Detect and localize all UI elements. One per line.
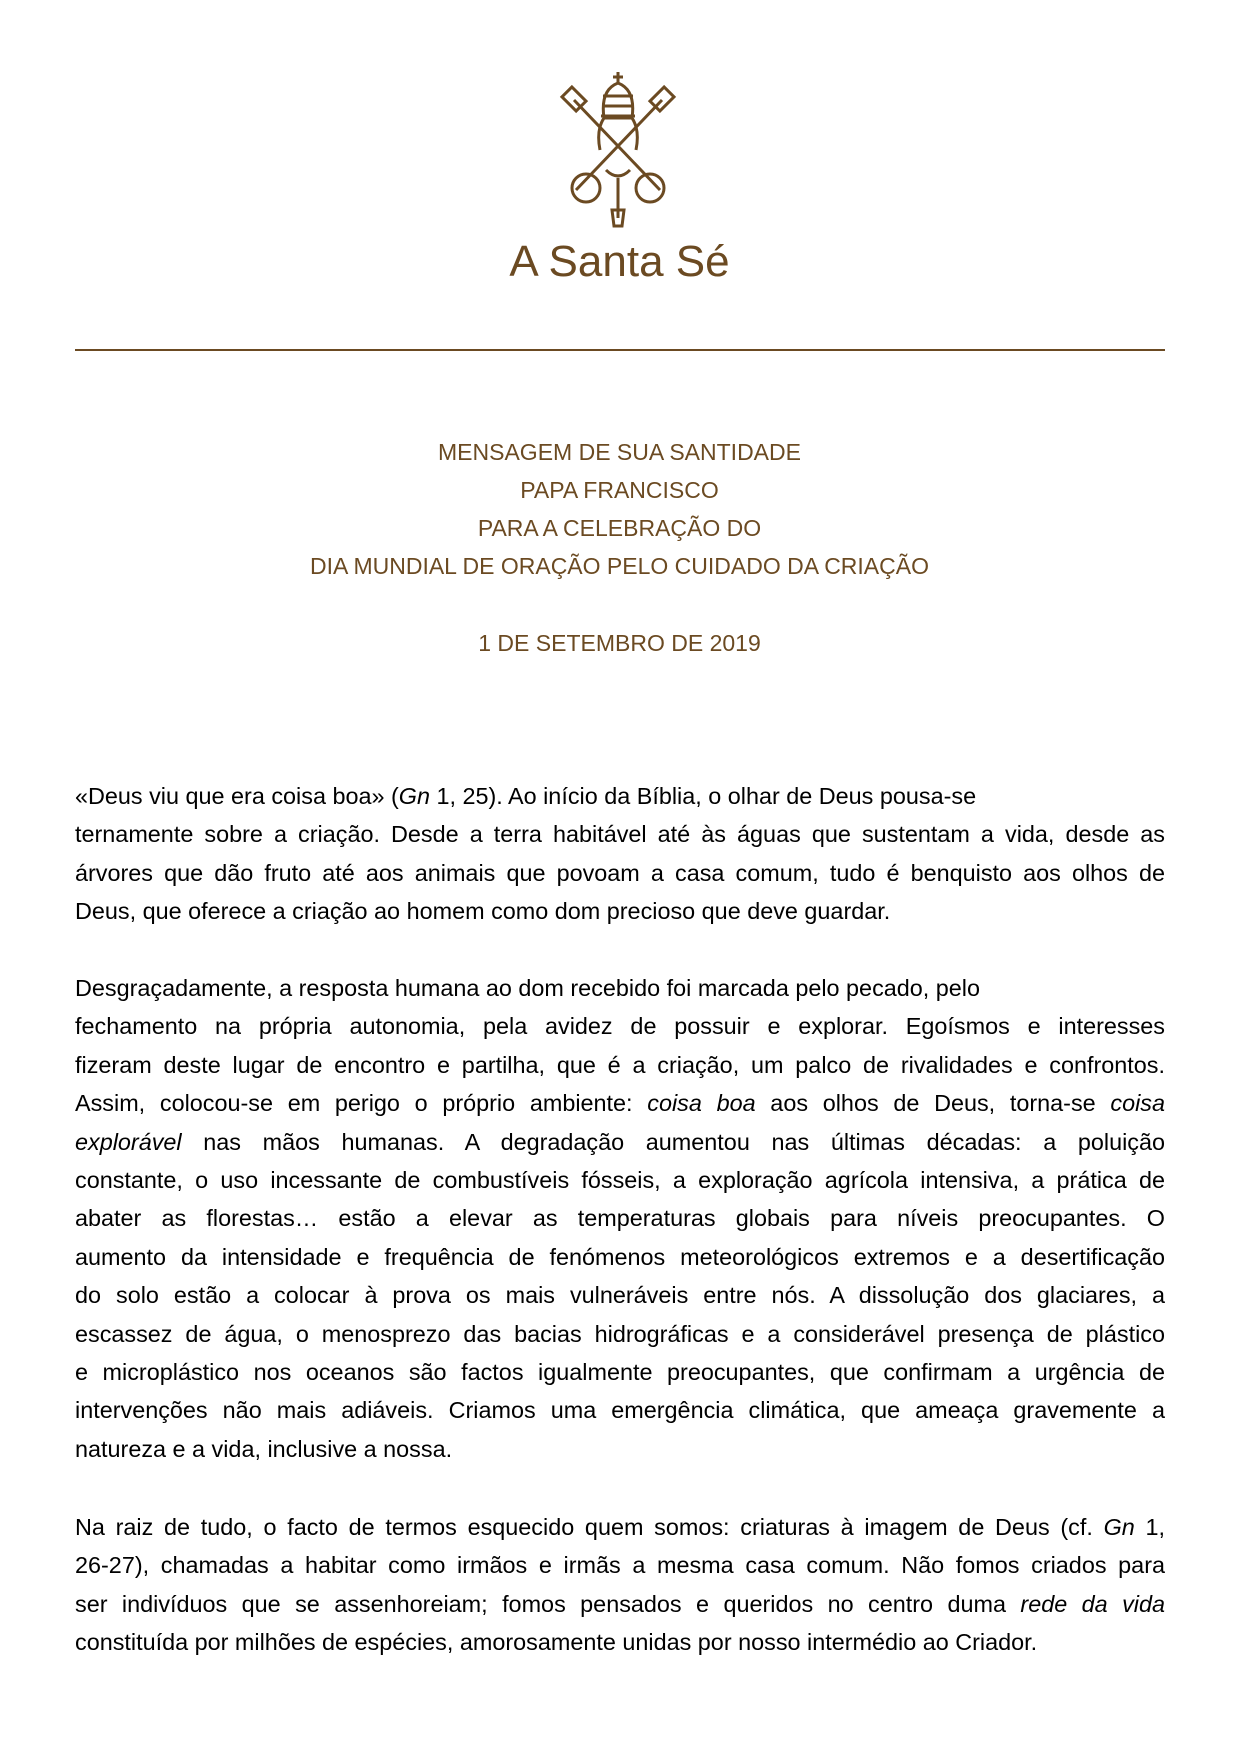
- paragraph-line: 26-27), chamadas a habitar como irmãos e irmãs a mesma casa comum. Não fomos criados para: [75, 1552, 1165, 1579]
- paragraph-2: [75, 969, 1165, 1468]
- paragraph-line: árvores que dão fruto até aos animais que povoam a casa comum, tudo é benquisto aos olhos de: [75, 859, 1165, 886]
- paragraph-line: escassez de água, o menosprezo das bacias hidrográficas e a considerável presença de plástico: [75, 1320, 1165, 1347]
- paragraph-line: do solo estão a colocar à prova os mais vulneráveis entre nós. A dissolução dos glaciares, a: [75, 1282, 1165, 1309]
- paragraph-line: aumento da intensidade e frequência de fenómenos meteorológicos extremos e a desertificação: [75, 1243, 1165, 1270]
- paragraph-line: «Deus viu que era coisa boa» (Gn 1, 25). Ao início da Bíblia, o olhar de Deus pousa-se: [75, 783, 977, 809]
- papal-emblem-icon: [556, 70, 680, 230]
- paragraph-line: fizeram deste lugar de encontro e partilha, que é a criação, um palco de rivalidades e confrontos.: [75, 1051, 1165, 1078]
- heading-date: 1 DE SETEMBRO DE 2019: [478, 630, 761, 656]
- paragraph-3: [75, 1508, 1165, 1662]
- paragraph-line: intervenções não mais adiáveis. Criamos uma emergência climática, que ameaça gravemente a: [75, 1397, 1165, 1424]
- heading-day-title: DIA MUNDIAL DE ORAÇÃO PELO CUIDADO DA CRIAÇÃO: [310, 553, 929, 579]
- paragraph-1: [75, 777, 1165, 931]
- paragraph-line: constante, o uso incessante de combustíveis fósseis, a exploração agrícola intensiva, a prática de: [75, 1166, 1165, 1193]
- paragraph-line: Deus, que oferece a criação ao homem como dom precioso que deve guardar.: [75, 898, 891, 925]
- paragraph-line: Na raiz de tudo, o facto de termos esquecido quem somos: criaturas à imagem de Deus (cf. Gn 1,: [75, 1514, 1165, 1540]
- paragraph-line: constituída por milhões de espécies, amorosamente unidas por nosso intermédio ao Criador.: [75, 1629, 1038, 1656]
- paragraph-line: fechamento na própria autonomia, pela avidez de possuir e explorar. Egoísmos e interesses: [75, 1013, 1165, 1040]
- heading-message-line: MENSAGEM DE SUA SANTIDADE: [438, 439, 801, 465]
- paragraph-line: natureza e a vida, inclusive a nossa.: [75, 1435, 453, 1462]
- paragraph-line: ser indivíduos que se assenhoreiam; fomos pensados e queridos no centro duma rede da vida: [75, 1590, 1165, 1617]
- heading-pope-name: PAPA FRANCISCO: [520, 477, 719, 503]
- paragraph-line: ternamente sobre a criação. Desde a terra habitável até às águas que sustentam a vida, desde as: [75, 821, 1165, 848]
- paragraph-line: Desgraçadamente, a resposta humana ao dom recebido foi marcada pelo pecado, pelo: [75, 975, 981, 1001]
- paragraph-line: abater as florestas… estão a elevar as temperaturas globais para níveis preocupantes. O: [75, 1205, 1165, 1232]
- paragraph-line: Assim, colocou-se em perigo o próprio ambiente: coisa boa aos olhos de Deus, torna-se coisa: [75, 1090, 1165, 1117]
- site-title: A Santa Sé: [509, 237, 730, 286]
- heading-celebration-line: PARA A CELEBRAÇÃO DO: [477, 515, 762, 541]
- paragraph-line: explorável nas mãos humanas. A degradação aumentou nas últimas décadas: a poluição: [75, 1128, 1165, 1155]
- paragraph-line: e microplástico nos oceanos são factos igualmente preocupantes, que confirmam a urgência de: [75, 1358, 1165, 1385]
- header-divider: [75, 349, 1165, 351]
